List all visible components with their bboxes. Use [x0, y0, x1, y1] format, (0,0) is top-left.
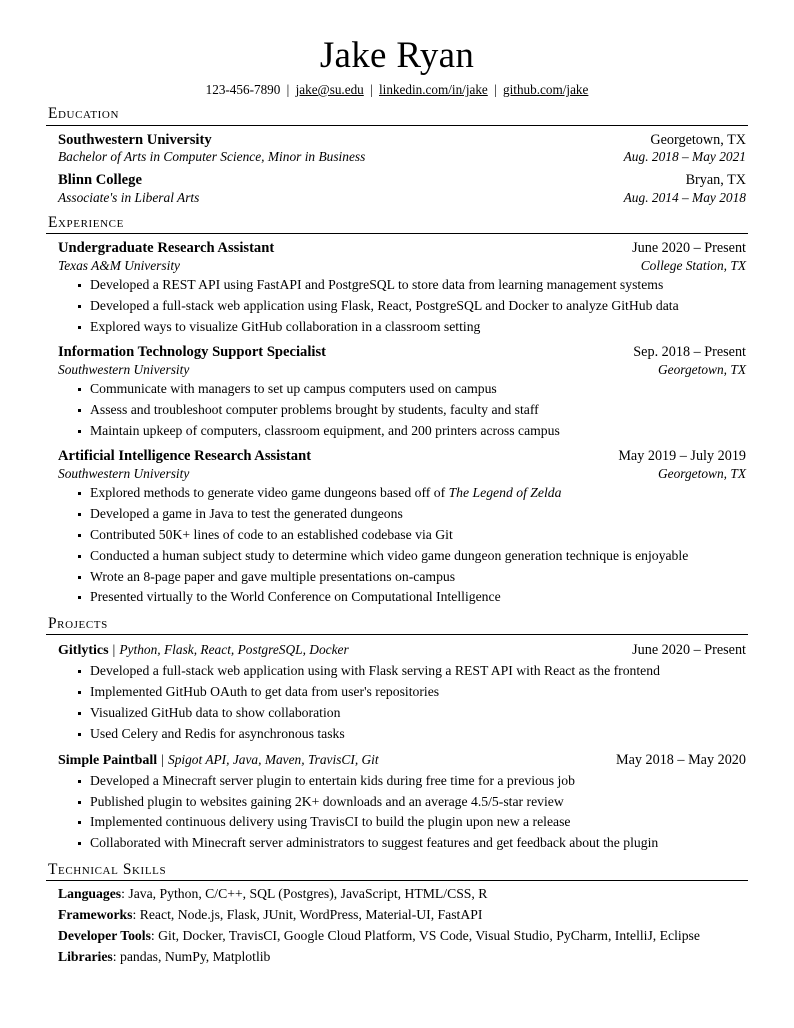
list-item: Developed a game in Java to test the generated dungeons — [78, 504, 748, 525]
list-item: Developed a full-stack web application using with Flask serving a REST API with React as the frontend — [78, 661, 748, 682]
education-date: Aug. 2014 – May 2018 — [623, 189, 746, 205]
list-item: Implemented GitHub OAuth to get data from user's repositories — [78, 682, 748, 703]
list-item — [78, 483, 748, 504]
experience-entry — [46, 343, 748, 442]
project-head-row — [58, 640, 748, 660]
experience-entry — [46, 239, 748, 338]
list-item-text: Explored methods to generate video game dungeons based off of — [90, 485, 449, 501]
job-date: Sep. 2018 – Present — [633, 343, 746, 360]
github-link[interactable]: github.com/jake — [503, 81, 589, 97]
skill-label: Languages — [58, 886, 122, 902]
project-entry — [46, 750, 748, 854]
school-location: Georgetown, TX — [650, 131, 746, 148]
section-heading-experience: Experience — [48, 213, 124, 231]
list-item: Implemented continuous delivery using TravisCI to build the plugin upon new a release — [78, 812, 748, 833]
project-name: Gitlytics — [58, 643, 109, 659]
skill-label: Libraries — [58, 948, 113, 964]
job-title: Undergraduate Research Assistant — [58, 239, 275, 256]
project-date: June 2020 – Present — [632, 642, 746, 659]
education-date: Aug. 2018 – May 2021 — [623, 149, 746, 165]
skill-value: : Git, Docker, TravisCI, Google Cloud Platform, VS Code, Visual Studio, PyCharm, IntelliJ, Eclipse — [150, 927, 700, 943]
linkedin-link[interactable]: linkedin.com/in/jake — [379, 81, 488, 97]
section-projects — [46, 615, 748, 854]
list-item: Developed a full-stack web application using Flask, React, PostgreSQL and Docker to analyze GitHub data — [78, 296, 748, 317]
project-bullets — [58, 771, 748, 854]
list-item: Collaborated with Minecraft server administrators to suggest features and get feedback about the plugin — [78, 833, 748, 854]
skill-line-languages — [58, 884, 748, 905]
job-date: June 2020 – Present — [632, 239, 746, 256]
skill-label: Developer Tools — [58, 927, 151, 943]
list-item: Conducted a human subject study to determine which video game dungeon generation technique is enjoyable — [78, 546, 748, 567]
section-rule-projects — [46, 634, 748, 635]
project-stack: Python, Flask, React, PostgreSQL, Docker — [119, 642, 349, 658]
entry-sub-row — [58, 258, 748, 275]
section-heading-projects: Projects — [48, 615, 108, 633]
entry-sub-row — [58, 149, 748, 166]
job-bullets — [58, 483, 748, 608]
project-head-left — [58, 640, 349, 660]
entry-title-row — [58, 171, 748, 190]
job-date: May 2019 – July 2019 — [618, 447, 746, 464]
email-link[interactable]: jake@su.edu — [295, 81, 364, 97]
job-title: Artificial Intelligence Research Assistant — [58, 447, 312, 464]
list-item: Wrote an 8-page paper and gave multiple presentations on-campus — [78, 567, 748, 588]
project-name: Simple Paintball — [58, 752, 158, 768]
experience-entry — [46, 447, 748, 608]
section-heading-technical-skills: Technical Skills — [48, 861, 167, 879]
degree: Associate's in Liberal Arts — [58, 189, 200, 205]
list-item: Maintain upkeep of computers, classroom equipment, and 200 printers across campus — [78, 421, 748, 442]
project-entry — [46, 640, 748, 744]
list-item: Explored ways to visualize GitHub collaboration in a classroom setting — [78, 317, 748, 338]
school-name: Blinn College — [58, 172, 142, 189]
entry-title-row — [58, 447, 748, 466]
list-item: Contributed 50K+ lines of code to an established codebase via Git — [78, 525, 748, 546]
contact-separator-2: | — [370, 81, 373, 97]
contact-separator-3: | — [494, 81, 497, 97]
education-entry — [46, 131, 748, 167]
list-item: Developed a REST API using FastAPI and PostgreSQL to store data from learning management systems — [78, 275, 748, 296]
entry-sub-row — [58, 362, 748, 379]
section-rule-technical-skills — [46, 880, 748, 881]
job-title: Information Technology Support Specialist — [58, 343, 327, 360]
skill-line-developer-tools — [58, 926, 748, 947]
section-experience — [46, 214, 748, 609]
degree: Bachelor of Arts in Computer Science, Minor in Business — [58, 149, 366, 165]
project-head-left — [58, 750, 379, 770]
entry-title-row — [58, 131, 748, 150]
skill-value: : Java, Python, C/C++, SQL (Postgres), JavaScript, HTML/CSS, R — [121, 886, 488, 902]
list-item: Published plugin to websites gaining 2K+ downloads and an average 4.5/5-star review — [78, 792, 748, 813]
list-item: Presented virtually to the World Conference on Computational Intelligence — [78, 587, 748, 608]
project-stack: Spigot API, Java, Maven, TravisCI, Git — [168, 751, 379, 767]
job-bullets — [58, 379, 748, 441]
resume-header — [46, 36, 748, 98]
entry-title-row — [58, 343, 748, 362]
section-education — [46, 105, 748, 206]
skill-line-libraries — [58, 947, 748, 968]
education-entry — [46, 171, 748, 207]
list-item: Used Celery and Redis for asynchronous tasks — [78, 724, 748, 745]
job-location: Georgetown, TX — [657, 361, 746, 377]
phone-number: 123-456-7890 — [205, 81, 281, 97]
project-separator: | — [161, 752, 164, 768]
skill-value: : React, Node.js, Flask, JUnit, WordPress, Material-UI, FastAPI — [132, 907, 483, 923]
game-title: The Legend of Zelda — [448, 485, 562, 501]
skill-value: : pandas, NumPy, Matplotlib — [112, 948, 271, 964]
section-technical-skills — [46, 861, 748, 967]
list-item: Assess and troubleshoot computer problems brought by students, faculty and staff — [78, 400, 748, 421]
employer: Texas A&M University — [58, 257, 180, 273]
project-date: May 2018 – May 2020 — [615, 751, 746, 768]
contact-line — [46, 82, 748, 99]
page-title: Jake Ryan — [319, 35, 475, 76]
section-rule-experience — [46, 233, 748, 234]
entry-title-row — [58, 239, 748, 258]
employer: Southwestern University — [58, 465, 190, 481]
job-bullets — [58, 275, 748, 337]
project-separator: | — [112, 643, 116, 659]
section-rule-education — [46, 125, 748, 126]
list-item: Visualized GitHub data to show collaboration — [78, 703, 748, 724]
job-location: Georgetown, TX — [657, 465, 746, 481]
project-head-row — [58, 750, 748, 770]
project-bullets — [58, 661, 748, 744]
employer: Southwestern University — [58, 361, 190, 377]
entry-sub-row — [58, 190, 748, 207]
section-heading-education: Education — [48, 105, 120, 123]
skill-line-frameworks — [58, 905, 748, 926]
skill-label: Frameworks — [58, 907, 133, 923]
job-location: College Station, TX — [640, 257, 746, 273]
school-name: Southwestern University — [58, 131, 212, 148]
list-item: Developed a Minecraft server plugin to entertain kids during free time for a previous job — [78, 771, 748, 792]
entry-sub-row — [58, 466, 748, 483]
contact-separator-1: | — [286, 81, 290, 97]
skills-block — [46, 884, 748, 967]
school-location: Bryan, TX — [685, 172, 746, 189]
list-item: Communicate with managers to set up campus computers used on campus — [78, 379, 748, 400]
